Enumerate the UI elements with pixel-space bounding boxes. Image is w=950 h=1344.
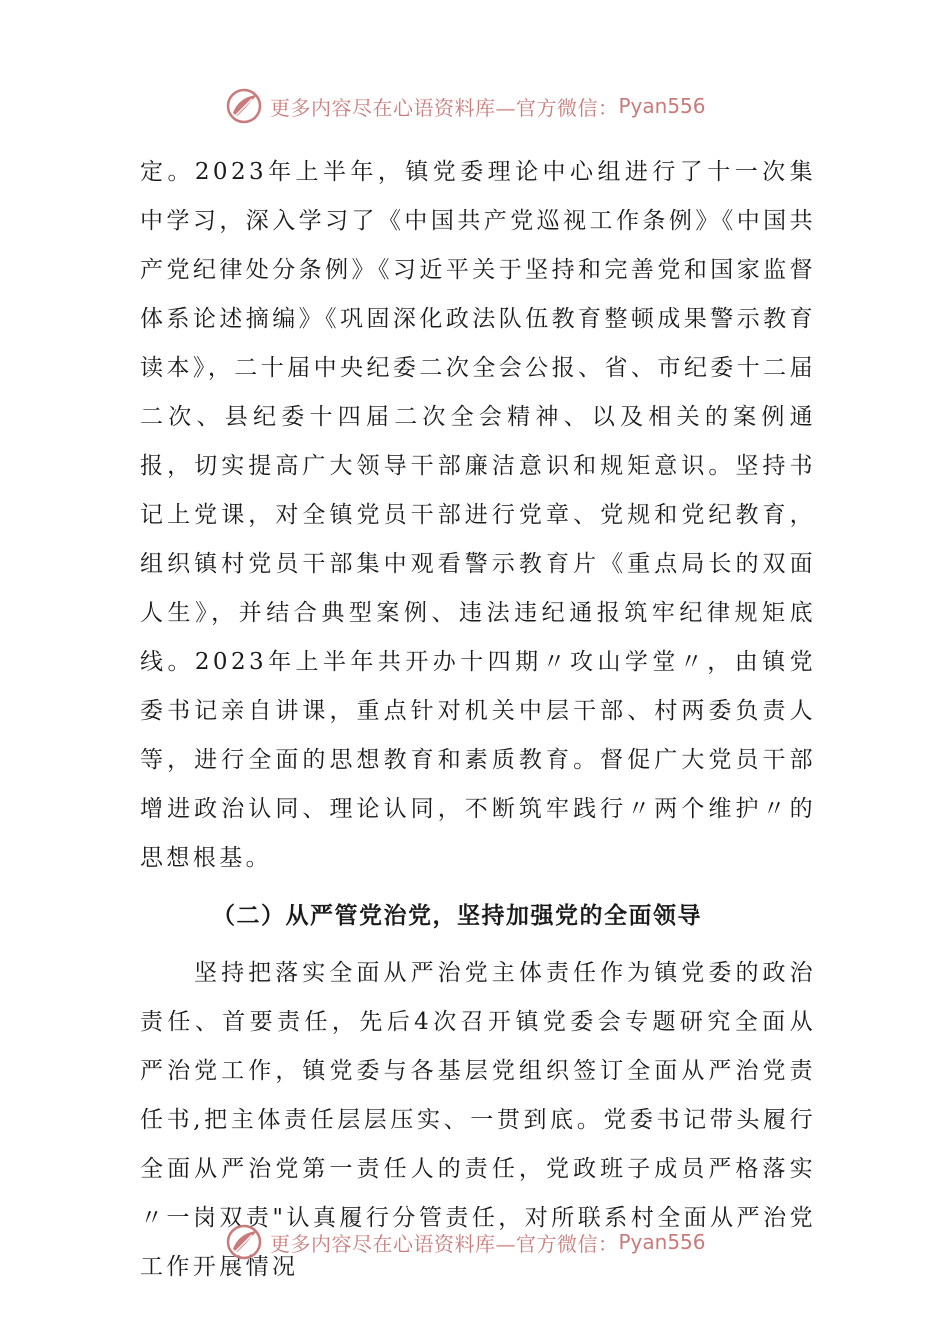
body-paragraph-1: 定。2023年上半年，镇党委理论中心组进行了十一次集中学习，深入学习了《中国共产党巡视工作条例》《中国共产党纪律处分条例》《习近平关于坚持和完善党和国家监督体系论述摘编》《巩固深化政法队伍教育整顿成果警示教育读本》，二十届中央纪委二次全会公报、省、市纪委十二届二次、县纪委十四届二次全会精神、以及相关的案例通报，切实提高广大领导干部廉洁意识和规矩意识。坚持书记上党课，对全镇党员干部进行党章、党规和党纪教育，组织镇村党员干部集中观看警示教育片《重点局长的双面人生》，并结合典型案例、违法违纪通报筑牢纪律规矩底线。2023年上半年共开办十四期〃攻山学堂〃，由镇党委书记亲自讲课，重点针对机关中层干部、村两委负责人等，进行全面的思想教育和素质教育。督促广大党员干部增进政治认同、理论认同，不断筑牢践行〃两个维护〃的思想根基。	[140, 159, 816, 871]
brand-logo-icon	[224, 86, 264, 126]
watermark-footer	[224, 1220, 706, 1264]
watermark-wechat-id: Pyan556	[618, 94, 706, 118]
watermark-header	[224, 84, 706, 128]
section-heading: （二）从严管党治党，坚持加强党的全面领导	[212, 903, 702, 929]
watermark-wechat-id: Pyan556	[618, 1230, 706, 1254]
body-paragraph-2: 坚持把落实全面从严治党主体责任作为镇党委的政治责任、首要责任，先后4次召开镇党委会专题研究全面从严治党工作，镇党委与各基层党组织签订全面从严治党责任书,把主体责任层层压实、一贯到底。党委书记带头履行全面从严治党第一责任人的责任，党政班子成员严格落实〃一岗双责"认真履行分管责任，对所联系村全面从严治党工作开展情况	[140, 960, 816, 1280]
brand-logo-icon	[224, 1222, 264, 1262]
document-body	[140, 148, 816, 1292]
watermark-text: 更多内容尽在心语资料库—官方微信：	[270, 95, 619, 120]
watermark-text: 更多内容尽在心语资料库—官方微信：	[270, 1231, 619, 1256]
